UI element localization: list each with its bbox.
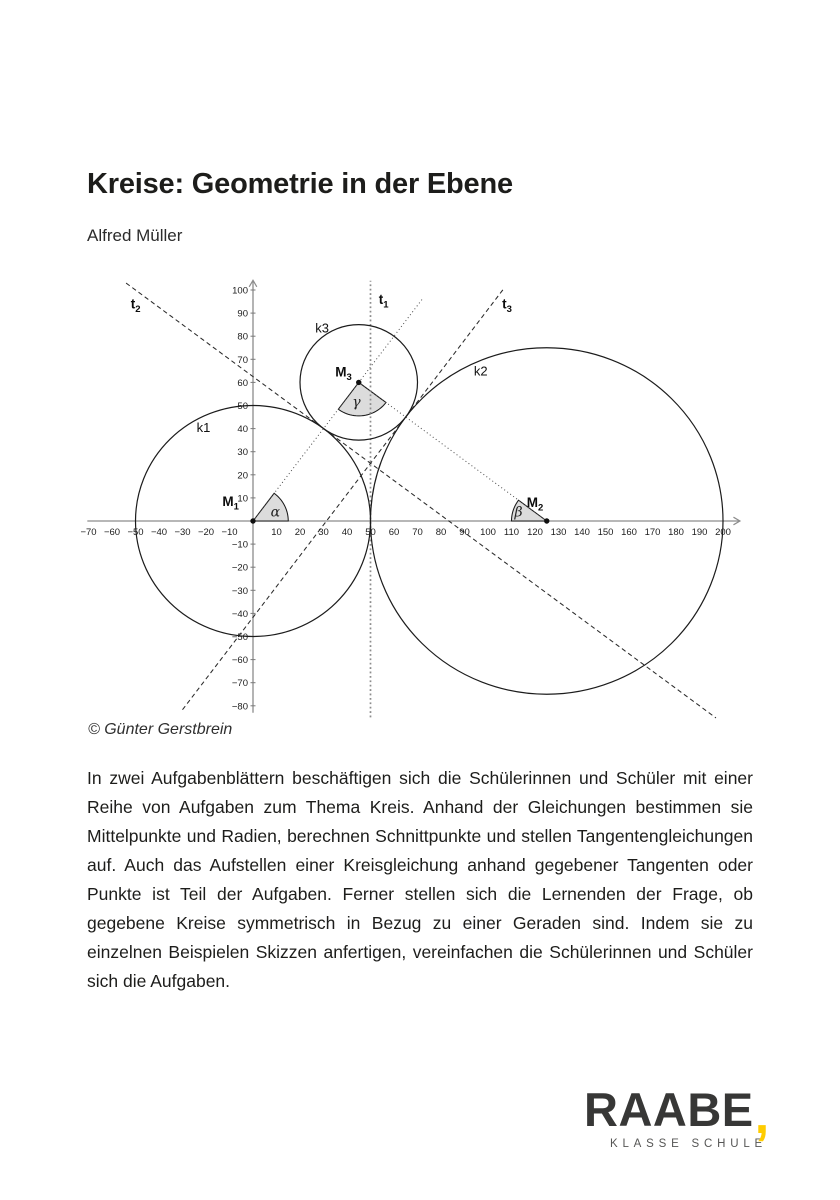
geometry-figure [80, 278, 755, 733]
y-tick-label: −60 [231, 655, 248, 667]
center-line [253, 299, 422, 521]
angle-label-gamma: γ [352, 394, 361, 411]
x-tick-label: 20 [294, 527, 306, 538]
y-tick-label: 100 [232, 285, 248, 297]
logo-tagline: KLASSE SCHULE [610, 1138, 767, 1150]
angle-label-alpha: α [270, 504, 281, 521]
x-tick-label: 80 [435, 527, 447, 538]
center-points [250, 380, 549, 524]
y-tick-label: 90 [237, 308, 248, 320]
x-tick-label: 110 [503, 527, 520, 538]
angle-label-beta: β [514, 504, 523, 521]
y-tick-label: 20 [237, 470, 248, 482]
point-M3 [356, 380, 361, 385]
circle-label-k2: k2 [473, 363, 488, 379]
point-M2 [544, 518, 549, 523]
tangent-label-t2: $t_2$ [130, 296, 141, 315]
x-tick-label: −70 [80, 527, 97, 538]
circle-label-k1: k1 [196, 420, 211, 436]
page-title: Kreise: Geometrie in der Ebene [87, 168, 513, 200]
angle-wedges [253, 382, 547, 521]
x-tick-label: 120 [527, 527, 543, 538]
y-tick-label: −30 [231, 585, 248, 597]
y-tick-label: 40 [237, 424, 248, 436]
x-tick-label: 40 [341, 527, 353, 538]
x-tick-label: 130 [550, 527, 567, 538]
point-label-M2: $M_2$ [526, 495, 544, 514]
x-tick-label: 170 [644, 527, 661, 538]
logo-comma-mark: , [754, 1086, 770, 1145]
x-tick-label: 150 [597, 527, 614, 538]
x-tick-label: −40 [150, 527, 168, 538]
x-tick-label: 50 [365, 527, 376, 538]
y-tick-label: 60 [237, 377, 248, 389]
point-label-M1: $M_1$ [222, 493, 239, 513]
center-lines [253, 299, 547, 521]
x-tick-label: 140 [574, 527, 590, 538]
figure-labels [80, 286, 730, 713]
y-tick-label: −10 [231, 539, 248, 551]
x-tick-label: 60 [388, 527, 400, 538]
raabe-logo [584, 1083, 770, 1150]
image-credit: © Günter Gerstbrein [88, 721, 233, 738]
axes [87, 280, 740, 712]
tangent-label-t1: $t_1$ [378, 291, 389, 311]
x-tick-label: −10 [221, 527, 238, 538]
tangent-label-t3: $t_3$ [502, 296, 512, 315]
y-tick-label: 30 [237, 447, 248, 459]
y-tick-label: 80 [237, 331, 248, 343]
circles [136, 325, 724, 695]
logo-brand-text: RAABE [584, 1083, 754, 1136]
x-tick-label: −30 [174, 527, 191, 538]
x-tick-label: −60 [103, 527, 121, 538]
x-tick-label: 100 [480, 527, 496, 538]
x-tick-label: 160 [621, 527, 637, 538]
x-tick-label: 190 [691, 527, 708, 538]
tangent-t2 [126, 283, 716, 718]
tangent-lines [126, 281, 716, 718]
x-tick-label: 200 [715, 527, 731, 538]
angle-wedge-gamma [338, 382, 386, 415]
point-M1 [250, 518, 255, 523]
y-tick-label: −70 [231, 678, 248, 690]
point-label-M3: $M_3$ [335, 364, 352, 384]
y-tick-label: 50 [237, 401, 248, 412]
y-tick-label: −20 [231, 562, 248, 574]
x-tick-label: 70 [412, 527, 423, 538]
center-line [359, 382, 547, 521]
author-name: Alfred Müller [87, 226, 183, 245]
y-tick-label: −50 [231, 632, 248, 643]
x-tick-label: −20 [197, 527, 215, 538]
body-paragraph: In zwei Aufgabenblättern beschäftigen sich die Schülerinnen und Schüler mit einer Reihe von Aufgaben zum Thema Kreis. Anhand der Gleichungen bestimmen sie Mittelpunkte und Radien, berechnen Schnittpunkte und stellen Tangentengleichungen auf. Auch das Aufstellen einer Kreisgleichung anhand gegebener Tangenten oder Punkte ist Teil der Aufgaben. Ferner stellen sich die Lernenden der Frage, ob gegebene Kreise symmetrisch in Bezug zu einer Geraden sind. Indem sie zu einzelnen Beispielen Skizzen anfertigen, vereinfachen die Schülerinnen und Schüler sich die Aufgaben. [87, 768, 753, 991]
x-tick-label: 90 [459, 527, 470, 538]
x-tick-label: 30 [318, 527, 329, 538]
y-tick-label: −40 [231, 608, 248, 620]
y-tick-label: −80 [231, 701, 248, 713]
y-tick-label: 10 [237, 493, 248, 505]
x-tick-label: −50 [127, 527, 144, 538]
x-tick-label: 10 [271, 527, 282, 538]
y-tick-label: 70 [237, 354, 248, 366]
circle-label-k3: k3 [315, 320, 330, 336]
x-tick-label: 180 [668, 527, 684, 538]
